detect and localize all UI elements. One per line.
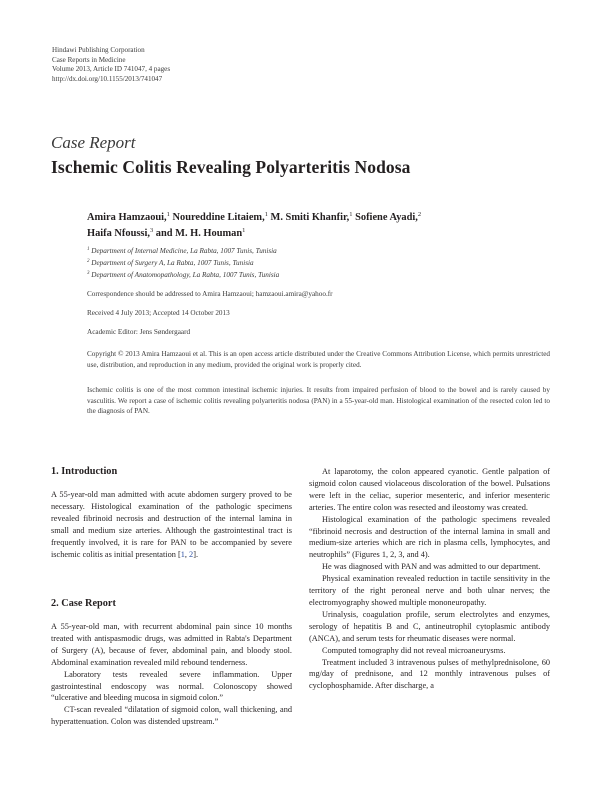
journal-name: Case Reports in Medicine	[52, 55, 126, 64]
right-column	[309, 466, 550, 692]
citation-link[interactable]: 1	[180, 549, 185, 559]
article-title: Ischemic Colitis Revealing Polyarteritis Nodosa	[51, 157, 411, 177]
affiliation-item: $^2$ Department of Surgery A, La Rabta, 1007 Tunis, Tunisia	[87, 258, 254, 267]
affiliation-list	[87, 246, 279, 281]
affiliation-item: $^3$ Department of Anatomopathology, La Rabta, 1007 Tunis, Tunisia	[87, 270, 280, 279]
paragraph: Urinalysis, coagulation profile, serum electrolytes and enzymes, serology of hepatitis B and C, antineutrophil cytoplasmic antibody (ANCA), and serum tests for rheumatic diseases were normal.	[309, 609, 550, 643]
article-category: Case Report	[51, 133, 136, 152]
paragraph: Treatment included 3 intravenous pulses of methylprednisolone, 60 mg/day of prednisone, and 12 monthly intravenous pulses of cyclophosphamide. After discharge, a	[309, 657, 550, 691]
journal-masthead	[52, 46, 170, 84]
paragraph: Computed tomography did not reveal microaneurysms.	[322, 645, 506, 655]
paragraph: Histological examination of the pathologic specimens revealed “fibrinoid necrosis and destruction of the internal lamina in small and medium-size arteries which are rich in plasma cells, lymphocytes, and neutrophils” (Figures 1, 2, 3, and 4).	[309, 514, 550, 560]
paragraph: Physical examination revealed reduction in tactile sensitivity in the territory of the right peroneal nerve and both ulnar nerves; the electromyography showed multiple mononeuropathy.	[309, 574, 550, 607]
correspondence: Correspondence should be addressed to Amira Hamzaoui; hamzaoui.amira@yahoo.fr	[87, 290, 333, 298]
author-name: Haifa Nfoussi,$^3$	[87, 227, 154, 239]
author-name: Sofiene Ayadi,$^2$	[355, 211, 422, 223]
paragraph: Laboratory tests revealed severe inflammation. Upper gastrointestinal endoscopy was normal. Colonoscopy showed “ulcerative and bleeding mucosa in sigmoid colon.”	[51, 669, 292, 703]
copyright-notice: Copyright © 2013 Amira Hamzaoui et al. This is an open access article distributed under the Creative Commons Attribution License, which permits unrestricted use, distribution, and reproduction in any medium, provided the original work is properly cited.	[87, 350, 550, 369]
doi-link[interactable]: http://dx.doi.org/10.1155/2013/741047	[52, 74, 163, 83]
author-list	[87, 210, 547, 242]
paragraph: A 55-year-old man admitted with acute abdomen surgery proved to be necessary. Histological examination of the pathologic specimens revealed fibrinoid necrosis and destruction of the internal lamina in small and medium size arteries. Although the gastrointestinal tract is frequently involved, it is rare for PAN to be accompanied by severe ischemic colitis as initial presentation [1, 2].	[51, 490, 292, 559]
received-dates: Received 4 July 2013; Accepted 14 October 2013	[87, 309, 230, 317]
paragraph: CT-scan revealed “dilatation of sigmoid colon, wall thickening, and hyperattenuation. Colon was distended upstream.”	[51, 705, 292, 727]
section-heading-introduction: 1. Introduction	[51, 466, 118, 477]
author-name: Amira Hamzaoui,$^1$	[87, 211, 170, 223]
abstract: Ischemic colitis is one of the most common intestinal ischemic injuries. It results from impaired perfusion of blood to the bowel and is rarely caused by vasculitis. We report a case of ischemic colitis revealing polyarteritis nodosa (PAN) in a 55-year-old man. Histological examination of the resected colon led to the diagnosis of PAN.	[87, 386, 550, 415]
author-name: M. Smiti Khanfir,$^1$	[270, 211, 353, 223]
paragraph: At laparotomy, the colon appeared cyanotic. Gentle palpation of sigmoid colon caused violaceous discoloration of the bowel. Pulsations were left in the celiac, superior mesenteric, and inferior mesenteric arteries. The entire colon was resected and ileostomy was created.	[309, 467, 550, 512]
paragraph: He was diagnosed with PAN and was admitted to our department.	[322, 562, 541, 572]
section-heading-case-report: 2. Case Report	[51, 598, 116, 609]
academic-editor: Academic Editor: Jens Søndergaard	[87, 328, 191, 336]
author-name: and M. H. Houman$^1$	[155, 227, 246, 239]
affiliation-item: $^1$ Department of Internal Medicine, La Rabta, 1007 Tunis, Tunisia	[87, 247, 277, 255]
citation-link[interactable]: 2	[189, 549, 194, 559]
author-name: Noureddine Litaiem,$^1$	[172, 211, 268, 223]
publisher-name: Hindawi Publishing Corporation	[52, 46, 145, 54]
paragraph: A 55-year-old man, with recurrent abdominal pain since 10 months treated with antispasmodic drugs, was admitted in Rabta's Department of Surgery (A), because of fever, abdominal pain, and bloody stool. Abdominal examination revealed mild rebound tenderness.	[51, 622, 292, 667]
volume-info: Volume 2013, Article ID 741047, 4 pages	[52, 65, 171, 73]
